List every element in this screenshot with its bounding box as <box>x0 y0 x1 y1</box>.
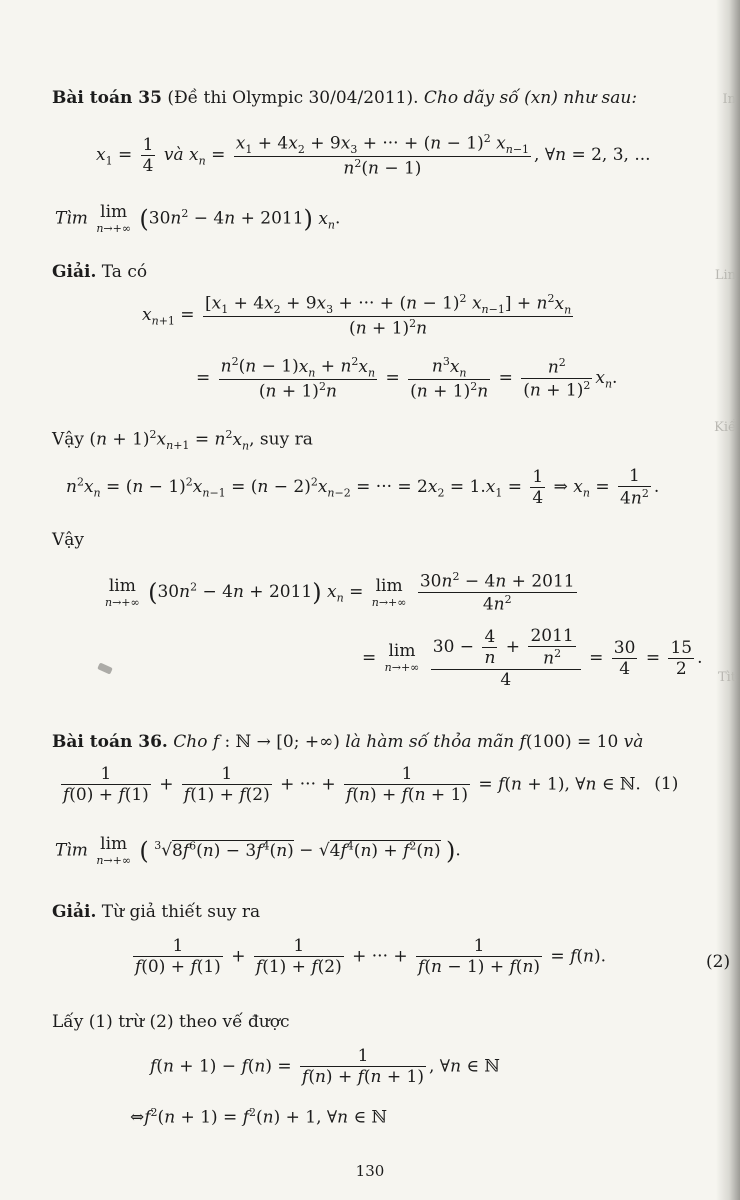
problem-35-definition: $x_1$ = $\frac{1}{4}$ và $x_n$ = $\frac{x_1 + 4x_2 + 9x_3 + \cdot\cdot\cdot + (n - 1)^2 x_{n-1}}{n^2(n - 1)}$ , ∀n = 2, 3, ... <box>96 132 651 179</box>
bleed-through-mark: Tìt <box>717 670 736 685</box>
solution-35-intro: Giải. Ta có <box>52 262 148 282</box>
solution-35-recurrence: Vậy $(n + 1)^2x_{n+1} = n^2x_n$, suy ra <box>52 428 313 453</box>
solution-35-limit-1: lim n→+∞ $(30n^2 - 4n + 2011) x_n = \lim$ n→+∞ $\frac{30n^2 - 4n + 2011}{4n^2}$ <box>105 570 575 615</box>
bleed-through-mark: Lin <box>714 268 736 283</box>
solution-36-intro: Giải. Từ giả thiết suy ra <box>52 902 261 922</box>
solution-35-step-2: = $\frac{n^2(n - 1)x_n + n^2x_n}{(n + 1)^2n}$ = $\frac{n^3x_n}{(n + 1)^2n}$ = $\frac{n^2}{(n + 1)^2}$ $x_n$. <box>196 355 618 402</box>
equation-tag-1: (1) <box>654 774 679 795</box>
bleed-through-mark: Kiể <box>714 420 736 435</box>
pen-mark <box>97 662 113 674</box>
solution-35-step-1: $x_{n+1}$ = $\frac{[x_1 + 4x_2 + 9x_3 + \cdot\cdot\cdot + (n - 1)^2 x_{n-1}] + n^2x_n}{(n + 1)^2n}$ <box>142 292 572 339</box>
page-number: 130 <box>355 1162 385 1180</box>
problem-36-heading: Bài toán 36. Cho f : ℕ → [0; +∞) là hàm số thỏa mãn f(100) = 10 và <box>52 732 644 752</box>
problem-36-task: Tìm lim n→+∞ ( $^3√8f^6(n) - 3f^4(n) - √4f^4(n) + f^2(n)$ ). <box>55 834 461 867</box>
equation-tag-2: (2) <box>706 952 731 972</box>
solution-36-subtract: Lấy (1) trừ (2) theo vế được <box>52 1012 290 1032</box>
problem-36-equation: $\frac{1}{f(0) + f(1)}$ + $\frac{1}{f(1) + f(2)}$ + ··· + $\frac{1}{f(n) + f(n + 1)}$ = f(n + 1), ∀n ∈ ℕ. (1) <box>63 764 679 806</box>
solution-36-result: $\Leftrightarrow f^2(n + 1) = f^2(n) + 1$, ∀n ∈ ℕ <box>130 1106 388 1128</box>
page-edge-shadow <box>716 0 740 1200</box>
solution-36-equation: $\frac{1}{f(0) + f(1)}$ + $\frac{1}{f(1) + f(2)}$ + ··· + $\frac{1}{f(n - 1) + f(n)}$ = f(n). <box>135 936 607 978</box>
solution-35-chain: $n^2x_n = (n - 1)^2x_{n-1} = (n - 2)^2x_{n-2}$ = ··· = $2x_2 = 1.x_1$ = $\frac{1}{4}$ ⇒ $x_n$ = $\frac{1}{4n^2}$ . <box>66 466 660 510</box>
solution-35-limit-2: = lim n→+∞ 30 − $\frac{4}{n}$ + $\frac{2011}{n^2}$ 4 = $\frac{30}{4}$ = $\frac{15}{2}$ . <box>362 626 703 691</box>
solution-36-difference: f(n + 1) − f(n) = $\frac{1}{f(n) + f(n + 1)}$ , ∀n ∈ ℕ <box>150 1046 500 1088</box>
solution-35-so: Vậy <box>52 530 85 550</box>
problem-35-heading: Bài toán 35 (Đề thi Olympic 30/04/2011). Cho dãy số (xn) như sau: <box>52 88 638 108</box>
bleed-through-mark: In <box>722 92 736 107</box>
problem-35-task: Tìm lim n→+∞ $(30n^2 - 4n + 2011)$ $x_n$. <box>55 202 341 235</box>
